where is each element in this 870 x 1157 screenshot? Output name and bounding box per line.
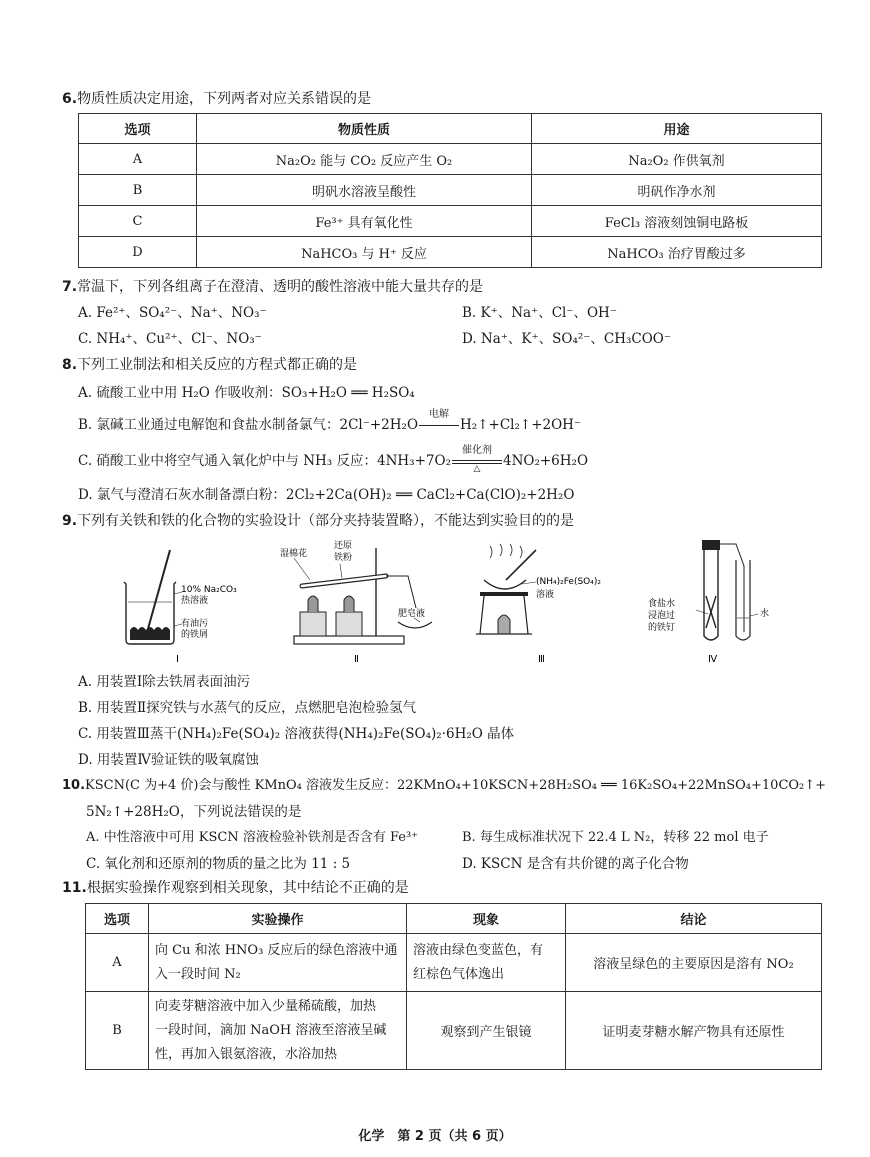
q10-stem	[62, 774, 826, 793]
q7-option-c: C. NH₄⁺、Cu²⁺、Cl⁻、NO₃⁻	[78, 331, 262, 347]
q11-row-b-option: B	[86, 992, 149, 1070]
q6-header-property: 物质性质	[197, 114, 532, 144]
beaker-apparatus	[118, 540, 258, 670]
q6-cell: D	[79, 237, 197, 268]
fig4-label-4: 水	[760, 609, 770, 619]
q11-row-b-phenomenon: 观察到产生银镜	[407, 992, 566, 1070]
q9-option-d: D. 用装置Ⅳ验证铁的吸氧腐蚀	[78, 752, 259, 768]
fig4-roman: Ⅳ	[708, 654, 718, 665]
q10-option-c: C. 氧化剂和还原剂的物质的量之比为 11 : 5	[86, 856, 351, 872]
q6-cell: FeCl₃ 溶液刻蚀铜电路板	[532, 206, 822, 237]
q11-header-option: 选项	[86, 904, 149, 934]
fig4-label-3: 的铁钉	[648, 623, 676, 633]
q8-option-c	[78, 445, 589, 474]
table-row	[86, 934, 822, 992]
q10-stem-line1: KSCN(C 为+4 价)会与酸性 KMnO₄ 溶液发生反应：22KMnO₄+10KSCN+28H₂SO₄ ══ 16K₂SO₄+22MnSO₄+10CO₂↑+	[85, 778, 827, 793]
fig4-label-2: 浸泡过	[648, 611, 676, 621]
q7-stem-text: 常温下，下列各组离子在澄清、透明的酸性溶液中能大量共存的是	[77, 279, 484, 295]
q6-header-option: 选项	[79, 114, 197, 144]
q8-option-a: A. 硫酸工业中用 H₂O 作吸收剂：SO₃+H₂O ══ H₂SO₄	[78, 385, 415, 401]
q6-number: 6.	[62, 91, 78, 107]
q11-row-a-conclusion: 溶液呈绿色的主要原因是溶有 NO₂	[566, 934, 822, 992]
q7-stem	[62, 276, 483, 296]
q8-option-c-right: 4NO₂+6H₂O	[502, 453, 589, 469]
q11-header-conclusion: 结论	[566, 904, 822, 934]
fig2-label-3: 铁粉	[334, 553, 353, 563]
q11-number: 11.	[62, 880, 87, 896]
fig1-label-1: 10% Na₂CO₃	[181, 585, 237, 595]
table-row	[79, 237, 822, 268]
q9-stem	[62, 510, 574, 530]
q8-option-c-left: C. 硝酸工业中将空气通入氧化炉中与 NH₃ 反应：4NH₃+7O₂	[78, 453, 451, 469]
q6-cell: 明矾水溶液呈酸性	[197, 175, 532, 206]
q6-cell: Na₂O₂ 作供氧剂	[532, 144, 822, 175]
q8-stem-text: 下列工业制法和相关反应的方程式都正确的是	[77, 357, 358, 373]
q6-header-row	[79, 114, 822, 144]
fig3-roman: Ⅲ	[538, 654, 545, 665]
q11-row-a-option: A	[86, 934, 149, 992]
fig2-label-2: 还原	[334, 541, 353, 551]
q6-header-use: 用途	[532, 114, 822, 144]
q6-cell: C	[79, 206, 197, 237]
page-footer: 化学 第 2 页（共 6 页）	[358, 1129, 512, 1144]
q11-header-phenomenon: 现象	[407, 904, 566, 934]
fig3-label-2: 溶液	[536, 590, 555, 600]
q10-stem-line2: 5N₂↑+28H₂O，下列说法错误的是	[86, 804, 302, 820]
q6-cell: NaHCO₃ 与 H⁺ 反应	[197, 237, 532, 268]
q11-stem	[62, 877, 409, 897]
q8-option-c-condition-bottom: △	[473, 464, 481, 474]
q7-option-a: A. Fe²⁺、SO₄²⁻、Na⁺、NO₃⁻	[78, 305, 267, 321]
q9-stem-text: 下列有关铁和铁的化合物的实验设计（部分夹持装置略），不能达到实验目的的是	[77, 513, 575, 529]
iron-steam-apparatus	[280, 536, 450, 670]
q8-option-b-right: H₂↑+Cl₂↑+2OH⁻	[460, 417, 582, 433]
q11-row-a-operation-line: 向 Cu 和浓 HNO₃ 反应后的绿色溶液中通	[155, 942, 398, 958]
q9-option-c: C. 用装置Ⅲ蒸干(NH₄)₂Fe(SO₄)₂ 溶液获得(NH₄)₂Fe(SO₄)₂·6H₂O 晶体	[78, 726, 515, 742]
figure-3	[470, 540, 620, 670]
q11-row-a-operation	[149, 934, 407, 992]
q6-cell: A	[79, 144, 197, 175]
q11-row-a-phenomenon-line: 红棕色气体逸出	[413, 966, 505, 982]
q8-number: 8.	[62, 357, 78, 373]
q8-option-b-left: B. 氯碱工业通过电解饱和食盐水制备氯气：2Cl⁻+2H₂O	[78, 417, 419, 433]
q8-option-c-arrow	[451, 445, 503, 474]
q6-cell: Na₂O₂ 能与 CO₂ 反应产生 O₂	[197, 144, 532, 175]
q11-row-b-operation	[149, 992, 407, 1070]
q8-stem	[62, 354, 357, 374]
q11-row-b-operation-line: 向麦芽糖溶液中加入少量稀硫酸，加热	[155, 998, 377, 1014]
q7-option-d: D. Na⁺、K⁺、SO₄²⁻、CH₃COO⁻	[462, 331, 671, 347]
corrosion-apparatus	[648, 536, 798, 670]
q10-option-a: A. 中性溶液中可用 KSCN 溶液检验补铁剂是否含有 Fe³⁺	[86, 830, 419, 845]
q6-table	[78, 113, 822, 268]
q8-option-b-condition: 电解	[429, 409, 450, 420]
q10-number: 10.	[62, 778, 86, 793]
q11-row-a-operation-line: 入一段时间 N₂	[155, 966, 241, 982]
q11-row-b-operation-line: 性，再加入银氨溶液，水浴加热	[155, 1046, 338, 1062]
table-row	[79, 175, 822, 206]
table-row	[86, 992, 822, 1070]
q10-option-d: D. KSCN 是含有共价键的离子化合物	[462, 856, 689, 872]
fig2-label-1: 湿棉花	[280, 549, 308, 559]
q11-header-row	[86, 904, 822, 934]
q6-stem	[62, 88, 371, 108]
q9-option-a: A. 用装置Ⅰ除去铁屑表面油污	[78, 674, 251, 690]
q11-stem-text: 根据实验操作观察到相关现象，其中结论不正确的是	[86, 880, 409, 896]
q11-header-operation: 实验操作	[149, 904, 407, 934]
q9-option-b: B. 用装置Ⅱ探究铁与水蒸气的反应，点燃肥皂泡检验氢气	[78, 700, 417, 716]
q7-option-b: B. K⁺、Na⁺、Cl⁻、OH⁻	[462, 305, 617, 321]
fig2-label-4: 肥皂液	[398, 609, 426, 619]
figure-1	[118, 540, 258, 670]
fig1-label-4: 的铁屑	[181, 630, 209, 640]
fig1-roman: Ⅰ	[176, 654, 179, 665]
fig2-roman: Ⅱ	[354, 654, 359, 665]
q6-stem-text: 物质性质决定用途，下列两者对应关系错误的是	[77, 91, 372, 107]
q11-row-a-phenomenon-line: 溶液由绿色变蓝色，有	[413, 942, 544, 958]
q6-cell: Fe³⁺ 具有氧化性	[197, 206, 532, 237]
q10-option-b: B. 每生成标准状况下 22.4 L N₂，转移 22 mol 电子	[462, 830, 769, 845]
fig3-label-1: (NH₄)₂Fe(SO₄)₂	[536, 577, 601, 587]
q11-row-b-operation-line: 一段时间，滴加 NaOH 溶液至溶液呈碱	[155, 1022, 387, 1038]
q8-option-b-arrow	[418, 409, 460, 433]
q8-option-b	[78, 409, 582, 433]
q8-option-c-condition-top: 催化剂	[461, 445, 492, 456]
q6-cell: B	[79, 175, 197, 206]
evaporation-apparatus	[470, 540, 620, 670]
q8-option-d: D. 氯气与澄清石灰水制备漂白粉：2Cl₂+2Ca(OH)₂ ══ CaCl₂+Ca(ClO)₂+2H₂O	[78, 487, 575, 503]
q7-number: 7.	[62, 279, 78, 295]
q6-cell: NaHCO₃ 治疗胃酸过多	[532, 237, 822, 268]
fig1-label-3: 有油污	[181, 619, 209, 629]
table-row	[79, 206, 822, 237]
fig4-label-1: 食盐水	[648, 599, 676, 609]
q11-table	[85, 903, 822, 1070]
q6-cell: 明矾作净水剂	[532, 175, 822, 206]
q11-row-b-conclusion: 证明麦芽糖水解产物具有还原性	[566, 992, 822, 1070]
q11-row-a-phenomenon	[407, 934, 566, 992]
fig1-label-2: 热溶液	[181, 596, 209, 606]
figure-2	[280, 536, 450, 670]
q9-number: 9.	[62, 513, 78, 529]
table-row	[79, 144, 822, 175]
figure-4	[648, 536, 798, 670]
